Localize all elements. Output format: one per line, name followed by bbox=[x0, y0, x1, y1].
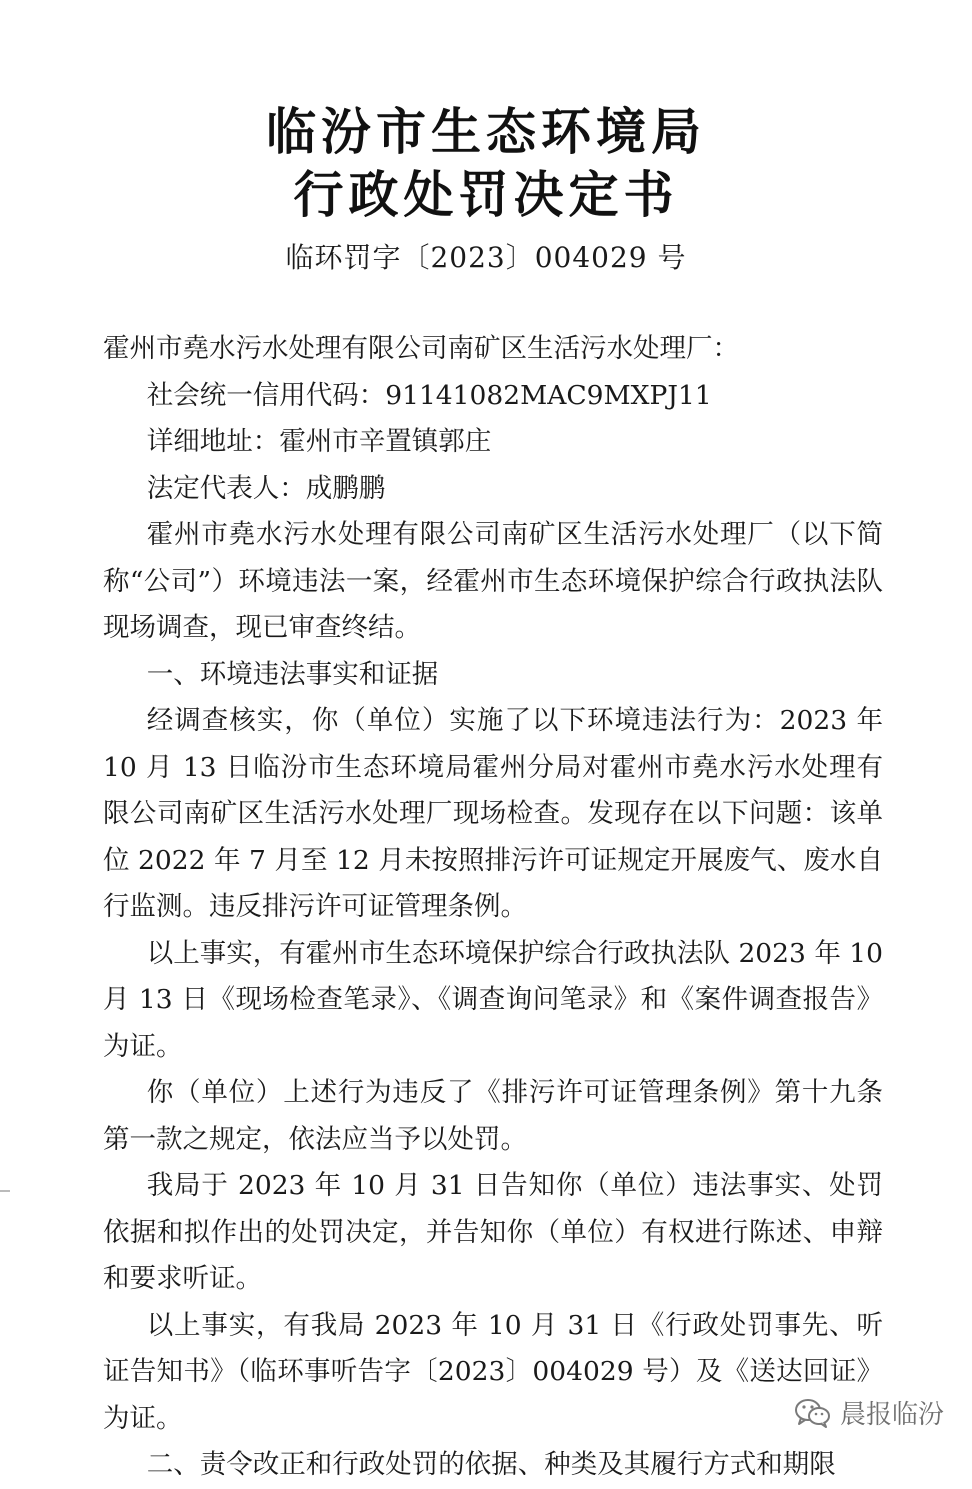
legal-representative: 法定代表人：成鹏鹏 bbox=[146, 472, 386, 504]
document-title-line2: 行政处罚决定书 bbox=[293, 165, 679, 224]
document-title-line1: 临汾市生态环境局 bbox=[266, 102, 706, 161]
wechat-icon bbox=[794, 1398, 832, 1428]
evidence-paragraph-2: 以上事实，有我局 2023 年 10 月 31 日《行政处罚事先、听证告知书》（临环事听告字〔2023〕004029 号）及《送达回证》为证。 bbox=[103, 1309, 883, 1434]
intro-paragraph: 霍州市堯水污水处理有限公司南矿区生活污水处理厂（以下简称“公司”）环境违法一案，经霍州市生态环境保护综合行政执法队现场调查，现已审查终结。 bbox=[103, 519, 883, 643]
section1-heading: 一、环境违法事实和证据 bbox=[146, 658, 439, 690]
address: 详细地址：霍州市辛置镇郭庄 bbox=[146, 426, 492, 457]
document-number: 临环罚字〔2023〕004029 号 bbox=[285, 241, 687, 274]
document-body bbox=[103, 326, 883, 1489]
evidence-paragraph-1: 以上事实，有霍州市生态环境保护综合行政执法队 2023 年 10 月 13 日《现场检查笔录》、《调查询问笔录》和《案件调查报告》为证。 bbox=[103, 937, 883, 1062]
section2-heading: 二、责令改正和行政处罚的依据、种类及其履行方式和期限 bbox=[146, 1449, 836, 1480]
recipient-name: 霍州市堯水污水处理有限公司南矿区生活污水处理厂： bbox=[103, 333, 739, 364]
scan-edge-mark bbox=[0, 1190, 10, 1192]
facts-paragraph: 经调查核实，你（单位）实施了以下环境违法行为：2023 年 10 月 13 日临汾市生态环境局霍州分局对霍州市堯水污水处理有限公司南矿区生活污水处理厂现场检查。发现存在以下问题：该单位 2022 年 7 月至 12 月未按照排污许可证规定开展废气、废水自行监测。违反排污许可证管理条例。 bbox=[103, 705, 883, 922]
notice-paragraph: 我局于 2023 年 10 月 31 日告知你（单位）违法事实、处罚依据和拟作出的处罚决定，并告知你（单位）有权进行陈述、申辩和要求听证。 bbox=[103, 1170, 883, 1294]
watermark bbox=[794, 1394, 944, 1431]
violation-paragraph: 你（单位）上述行为违反了《排污许可证管理条例》第十九条第一款之规定，依法应当予以处罚。 bbox=[103, 1077, 883, 1155]
credit-code: 社会统一信用代码：91141082MAC9MXPJ11 bbox=[146, 379, 712, 411]
watermark-text: 晨报临汾 bbox=[839, 1400, 944, 1430]
